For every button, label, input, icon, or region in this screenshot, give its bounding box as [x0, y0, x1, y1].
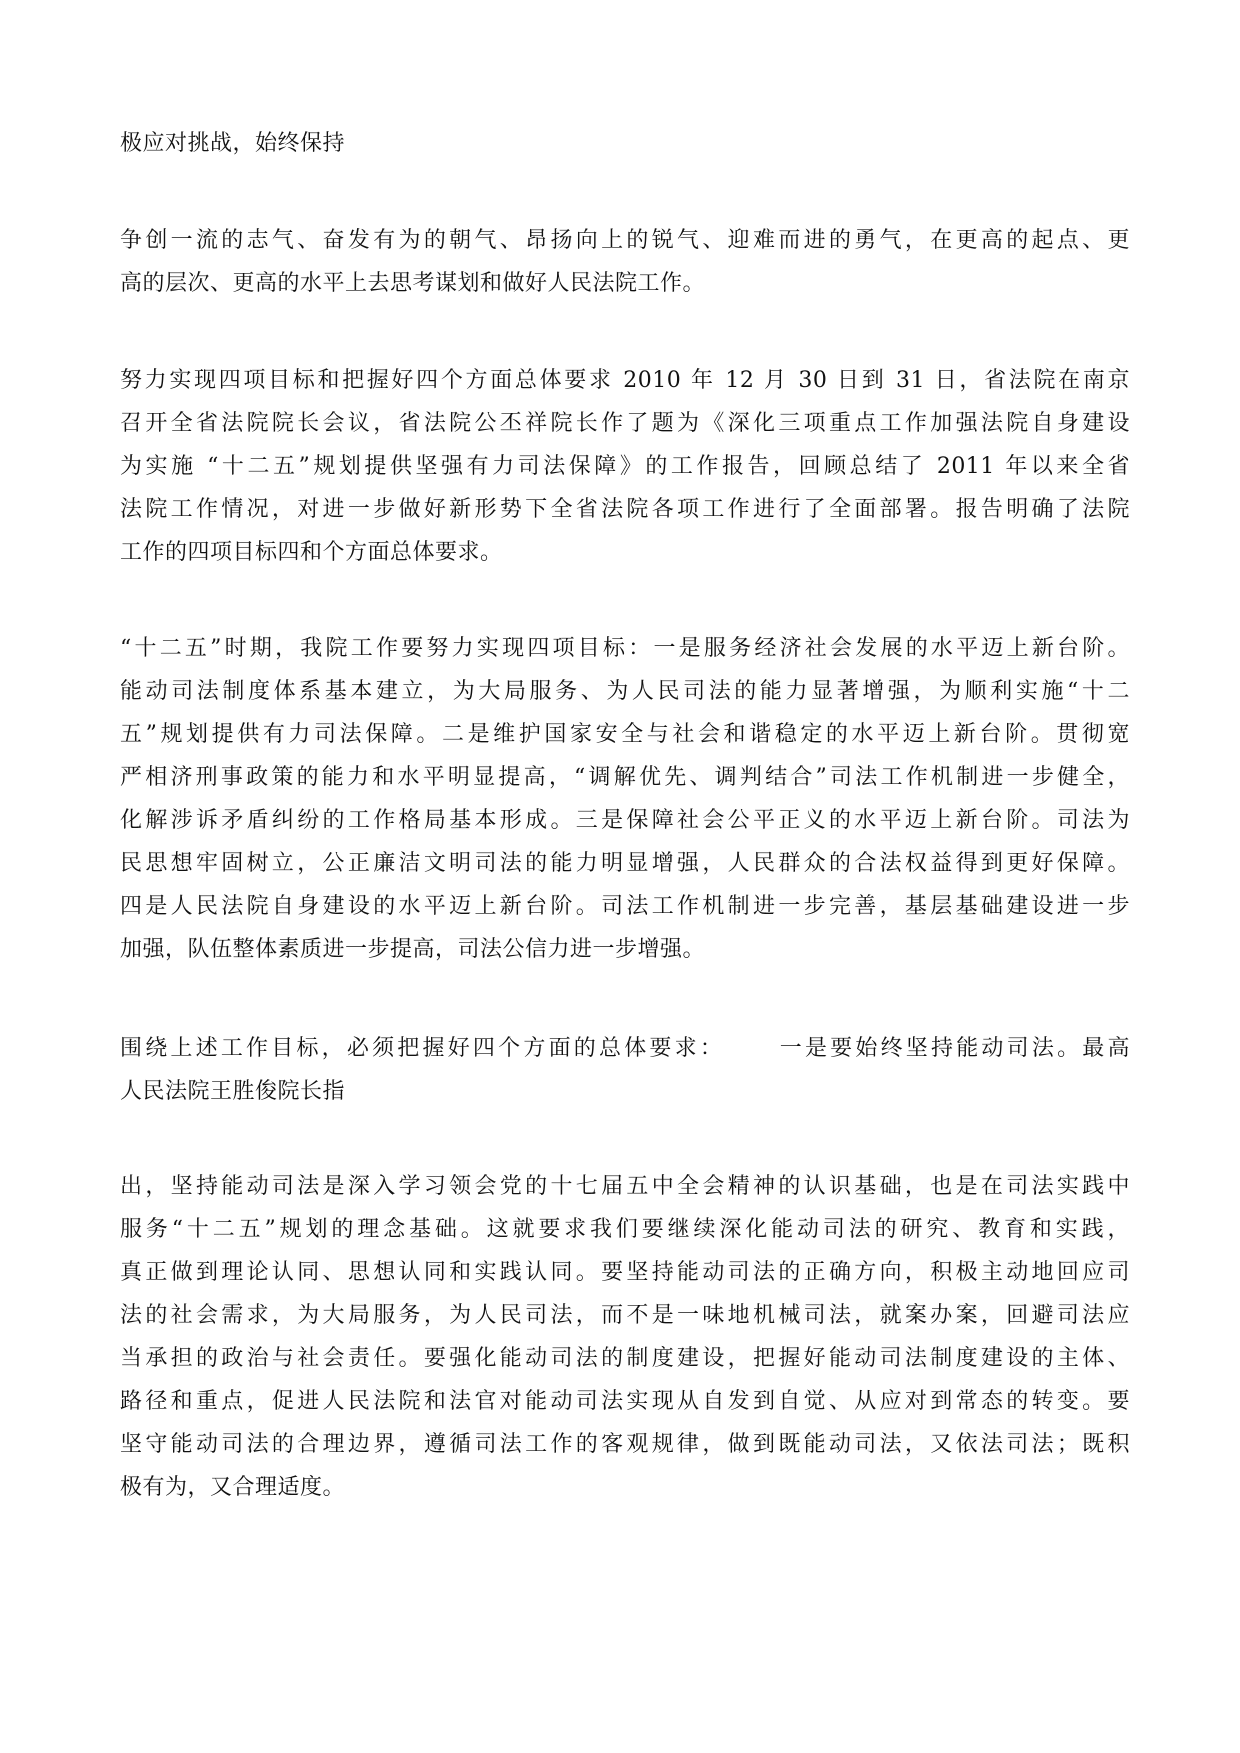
- text-line: 出，坚持能动司法是深入学习领会党的十七届五中全会精神的认识基础，也是在司法实践中: [120, 1174, 1130, 1199]
- text-line: 工作的四项目标四和个方面总体要求。: [120, 540, 503, 565]
- text-line: 为实施 “十二五”规划提供坚强有力司法保障》的工作报告，回顾总结了 2011 年以来全省: [120, 454, 1130, 479]
- text-fragment: 围绕上述工作目标，必须把握好四个方面的总体要求：: [120, 1036, 726, 1061]
- text-line: “十二五”时期，我院工作要努力实现四项目标：一是服务经济社会发展的水平迈上新台阶。: [120, 636, 1130, 661]
- text-line: 五”规划提供有力司法保障。二是维护国家安全与社会和谐稳定的水平迈上新台阶。贯彻宽: [120, 722, 1130, 747]
- text-line: 坚守能动司法的合理边界，遵循司法工作的客观规律，做到既能动司法，又依法司法；既积: [120, 1432, 1130, 1457]
- text-line: 能动司法制度体系基本建立，为大局服务、为人民司法的能力显著增强，为顺利实施“十二: [120, 679, 1130, 704]
- text-line: 极有为，又合理适度。: [120, 1475, 346, 1500]
- text-line: 严相济刑事政策的能力和水平明显提高，“调解优先、调判结合”司法工作机制进一步健全，: [120, 765, 1130, 790]
- text-line: 化解涉诉矛盾纠纷的工作格局基本形成。三是保障社会公平正义的水平迈上新台阶。司法为: [120, 808, 1130, 833]
- paragraph-5: [120, 1027, 1130, 1113]
- text-line: 路径和重点，促进人民法院和法官对能动司法实现从自发到自觉、从应对到常态的转变。要: [120, 1389, 1130, 1414]
- text-fragment: 一是要始终坚持能动司法。最高: [777, 1036, 1130, 1061]
- text-line: 民思想牢固树立，公正廉洁文明司法的能力明显增强，人民群众的合法权益得到更好保障。: [120, 851, 1130, 876]
- text-line: 真正做到理论认同、思想认同和实践认同。要坚持能动司法的正确方向，积极主动地回应司: [120, 1260, 1130, 1285]
- text-line: 争创一流的志气、奋发有为的朝气、昂扬向上的锐气、迎难而进的勇气，在更高的起点、更: [120, 228, 1130, 253]
- text-line: 高的层次、更高的水平上去思考谋划和做好人民法院工作。: [120, 271, 706, 296]
- text-line: 法院工作情况，对进一步做好新形势下全省法院各项工作进行了全面部署。报告明确了法院: [120, 497, 1130, 522]
- paragraph-1: [120, 122, 1130, 165]
- text-line: [120, 1027, 1130, 1070]
- paragraph-4: [120, 627, 1130, 971]
- text-line: 加强，队伍整体素质进一步提高，司法公信力进一步增强。: [120, 937, 706, 962]
- text-line: 四是人民法院自身建设的水平迈上新台阶。司法工作机制进一步完善，基层基础建设进一步: [120, 894, 1130, 919]
- text-line: 当承担的政治与社会责任。要强化能动司法的制度建设，把握好能动司法制度建设的主体、: [120, 1346, 1130, 1371]
- paragraph-3: [120, 359, 1130, 574]
- paragraph-6: [120, 1165, 1130, 1509]
- paragraph-2: [120, 219, 1130, 305]
- text-line: 人民法院王胜俊院长指: [120, 1079, 346, 1104]
- text-line: 努力实现四项目标和把握好四个方面总体要求 2010 年 12 月 30 日到 31 日，省法院在南京: [120, 368, 1130, 393]
- text-line: 法的社会需求，为大局服务，为人民司法，而不是一味地机械司法，就案办案，回避司法应: [120, 1303, 1130, 1328]
- text-line: 召开全省法院院长会议，省法院公丕祥院长作了题为《深化三项重点工作加强法院自身建设: [120, 411, 1130, 436]
- text-line: 服务“十二五”规划的理念基础。这就要求我们要继续深化能动司法的研究、教育和实践，: [120, 1217, 1130, 1242]
- text-line: 极应对挑战，始终保持: [120, 131, 346, 156]
